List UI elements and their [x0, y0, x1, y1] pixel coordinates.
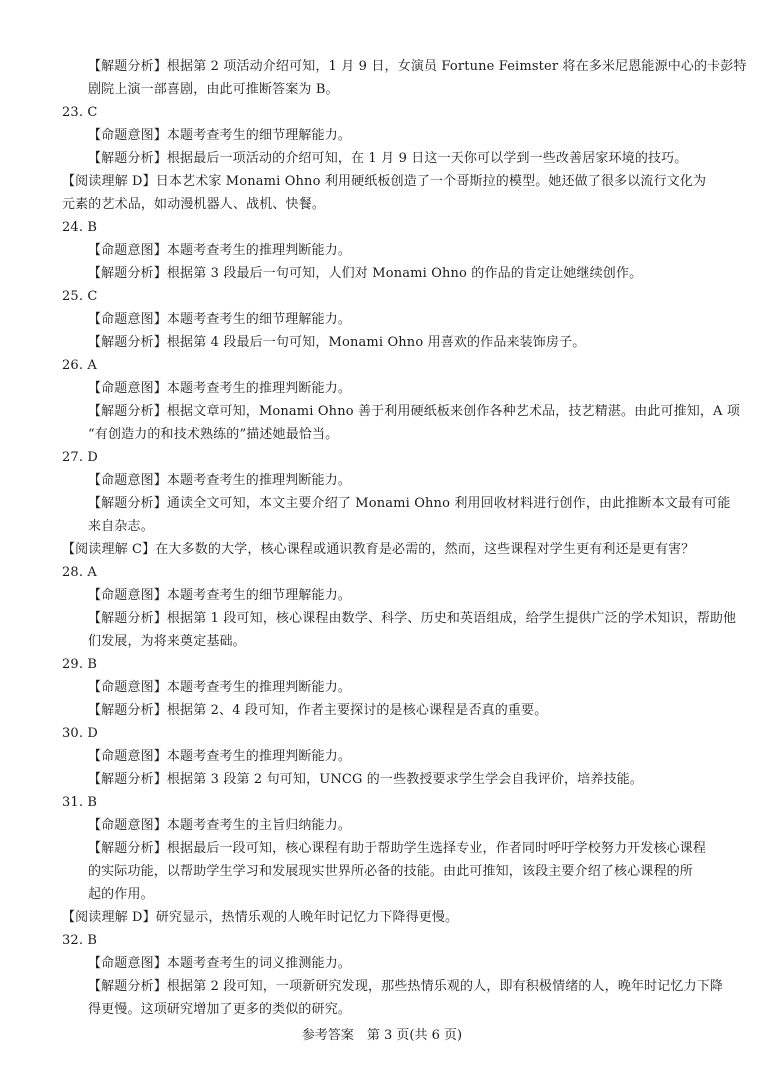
analysis-line: 们发展，为将来奠定基础。: [88, 634, 246, 649]
analysis-line: 【命题意图】本题考查考生的推理判断能力。: [88, 749, 352, 764]
answer-number: 30. D: [62, 726, 98, 741]
answer-number: 24. B: [62, 220, 98, 235]
analysis-line: 【命题意图】本题考查考生的推理判断能力。: [88, 381, 352, 396]
section-summary-line: 元素的艺术品，如动漫机器人、战机、快餐。: [62, 197, 326, 212]
analysis-line: “有创造力的和技术熟练的”描述她最恰当。: [88, 427, 339, 442]
analysis-line: 【命题意图】本题考查考生的推理判断能力。: [88, 473, 352, 488]
page-footer: 参考答案 第 3 页(共 6 页): [301, 1028, 463, 1043]
analysis-line: 【解题分析】根据第 4 段最后一句可知，Monami Ohno 用喜欢的作品来装饰房子。: [88, 335, 586, 350]
analysis-line: 【命题意图】本题考查考生的推理判断能力。: [88, 680, 352, 695]
analysis-line: 【解题分析】根据第 1 段可知，核心课程由数学、科学、历史和英语组成，给学生提供广泛的学术知识，帮助他: [88, 611, 737, 626]
section-summary-line: 【阅读理解 D】日本艺术家 Monami Ohno 利用硬纸板创造了一个哥斯拉的模型。她还做了很多以流行文化为: [62, 174, 707, 189]
analysis-line: 【解题分析】通读全文可知，本文主要介绍了 Monami Ohno 利用回收材料进行创作，由此推断本文最有可能: [88, 496, 731, 511]
answer-number: 28. A: [62, 565, 97, 580]
analysis-line: 的实际功能，以帮助学生学习和发展现实世界所必备的技能。由此可推知，该段主要介绍了核心课程的所: [88, 864, 693, 879]
answer-number: 27. D: [62, 450, 98, 465]
answer-number: 29. B: [62, 657, 98, 672]
analysis-line: 来自杂志。: [88, 519, 154, 534]
analysis-line: 得更慢。这项研究增加了更多的类似的研究。: [88, 1002, 352, 1017]
analysis-line: 【命题意图】本题考查考生的推理判断能力。: [88, 243, 352, 258]
analysis-line: 【解题分析】根据最后一项活动的介绍可知，在 1 月 9 日这一天你可以学到一些改善居家环境的技巧。: [88, 151, 688, 166]
analysis-line: 【解题分析】根据最后一段可知，核心课程有助于帮助学生选择专业，作者同时呼吁学校努力开发核心课程: [88, 841, 707, 856]
analysis-line: 【解题分析】根据第 2 项活动介绍可知，1 月 9 日，女演员 Fortune Feimster 将在多米尼恩能源中心的卡彭特: [88, 59, 747, 74]
answer-number: 31. B: [62, 795, 98, 810]
section-summary-line: 【阅读理解 C】在大多数的大学，核心课程或通识教育是必需的，然而，这些课程对学生更有利还是更有害？: [62, 542, 695, 557]
analysis-line: 【命题意图】本题考查考生的主旨归纳能力。: [88, 818, 352, 833]
analysis-line: 剧院上演一部喜剧，由此可推断答案为 B。: [88, 82, 339, 97]
answer-number: 26. A: [62, 358, 97, 373]
analysis-line: 【命题意图】本题考查考生的细节理解能力。: [88, 588, 352, 603]
analysis-line: 起的作用。: [88, 887, 154, 902]
analysis-line: 【命题意图】本题考查考生的词义推测能力。: [88, 956, 352, 971]
analysis-line: 【解题分析】根据第 2 段可知，一项新研究发现，那些热情乐观的人，即有积极情绪的人，晚年时记忆力下降: [88, 979, 724, 994]
answer-number: 23. C: [62, 105, 98, 120]
analysis-line: 【命题意图】本题考查考生的细节理解能力。: [88, 128, 352, 143]
answer-number: 25. C: [62, 289, 98, 304]
analysis-line: 【解题分析】根据第 3 段第 2 句可知，UNCG 的一些教授要求学生学会自我评价，培养技能。: [88, 772, 643, 787]
answer-number: 32. B: [62, 933, 98, 948]
section-summary-line: 【阅读理解 D】研究显示，热情乐观的人晚年时记忆力下降得更慢。: [62, 910, 459, 925]
analysis-line: 【解题分析】根据第 2、4 段可知，作者主要探讨的是核心课程是否真的重要。: [88, 703, 548, 718]
analysis-line: 【解题分析】根据第 3 段最后一句可知，人们对 Monami Ohno 的作品的肯定让她继续创作。: [88, 266, 643, 281]
analysis-line: 【命题意图】本题考查考生的细节理解能力。: [88, 312, 352, 327]
analysis-line: 【解题分析】根据文章可知，Monami Ohno 善于利用硬纸板来创作各种艺术品，技艺精湛。由此可推知，A 项: [88, 404, 741, 419]
